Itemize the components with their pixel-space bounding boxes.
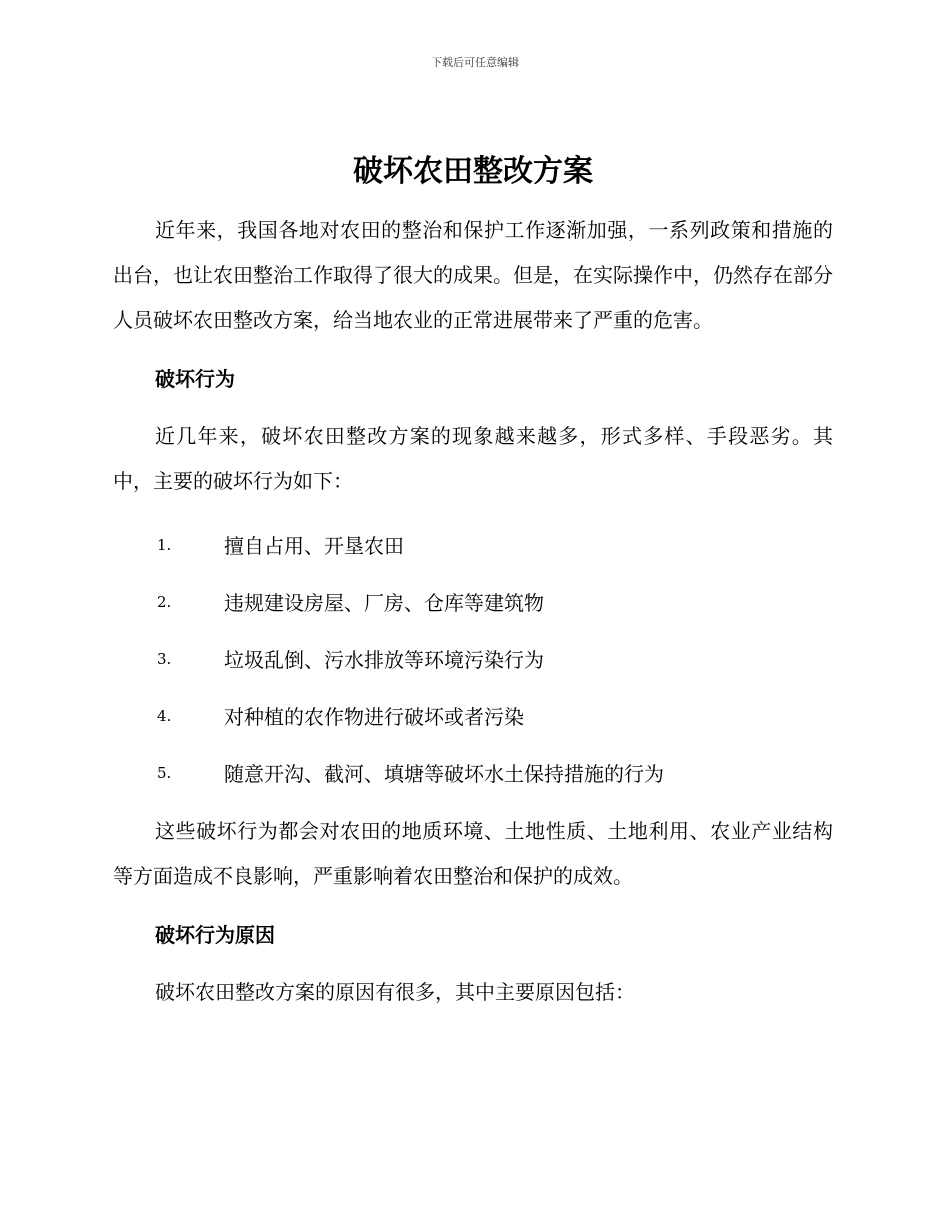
document-body: [113, 150, 833, 1015]
list-item: [113, 573, 833, 630]
list-item: [113, 744, 833, 801]
list-item-text: 垃圾乱倒、污水排放等环境污染行为: [224, 648, 544, 672]
section2-paragraph: 破坏农田整改方案的原因有很多，其中主要原因包括：: [155, 980, 635, 1004]
document-title: 破坏农田整改方案: [353, 154, 593, 189]
section1-conclusion: 这些破坏行为都会对农田的地质环境、土地性质、土地利用、农业产业结构等方面造成不良影响，严重影响着农田整治和保护的成效。: [113, 819, 833, 888]
list-item-number: 4.: [157, 706, 172, 725]
list-item: [113, 630, 833, 687]
list-item: [113, 516, 833, 573]
list-item-number: 2.: [157, 592, 172, 611]
section1-paragraph: 近几年来，破坏农田整改方案的现象越来越多，形式多样、手段恶劣。其中，主要的破坏行为如下：: [113, 424, 833, 493]
list-item-number: 3.: [157, 649, 172, 668]
intro-paragraph: 近年来，我国各地对农田的整治和保护工作逐渐加强，一系列政策和措施的出台，也让农田整治工作取得了很大的成果。但是，在实际操作中，仍然存在部分人员破坏农田整改方案，给当地农业的正常进展带来了严重的危害。: [113, 218, 833, 332]
section-heading-causes: 破坏行为原因: [155, 923, 275, 947]
list-item-text: 违规建设房屋、厂房、仓库等建筑物: [224, 591, 544, 615]
list-item-number: 5.: [157, 763, 172, 782]
behavior-list: [113, 516, 833, 801]
list-item: [113, 687, 833, 744]
list-item-text: 对种植的农作物进行破坏或者污染: [224, 705, 524, 729]
list-item-text: 擅自占用、开垦农田: [224, 534, 404, 558]
page-header: 下载后可任意编辑: [431, 56, 519, 69]
list-item-number: 1.: [157, 535, 172, 554]
section-heading-destructive-behavior: 破坏行为: [155, 367, 235, 391]
list-item-text: 随意开沟、截河、填塘等破坏水土保持措施的行为: [224, 762, 664, 786]
